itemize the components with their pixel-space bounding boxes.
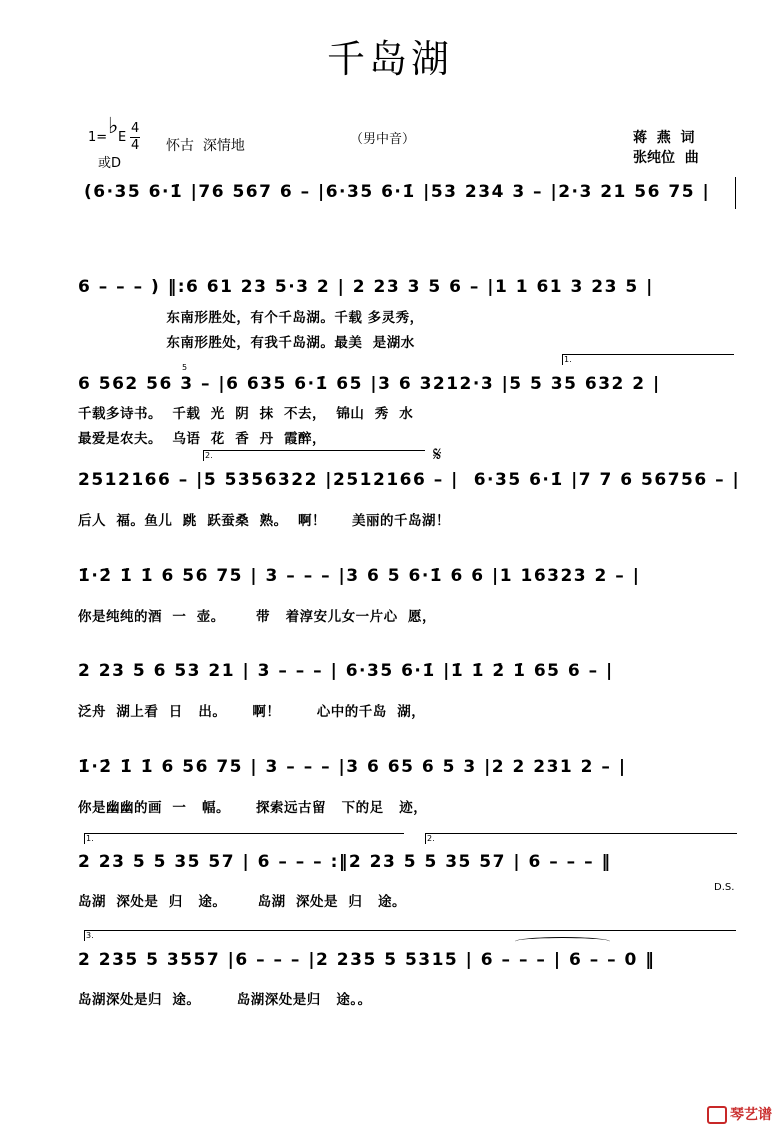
score-row-1: (6·35 6·1̇ |76 567 6 – |6·35 6·1̇ |53 234 3 – |2·3 21 56 75 | xyxy=(84,182,711,202)
lyric-row-2-verse-1: 东南形胜处，有个千岛湖。千载 多灵秀， xyxy=(78,310,424,326)
time-signature-top: 4 xyxy=(131,121,140,136)
key-note: E xyxy=(118,130,127,145)
score-row-9: 2 235 5 3557 |6 – – – |2 235 5 5315 | 6 – – – | 6 – – 0 ‖ xyxy=(78,950,656,970)
page-title: 千岛湖 xyxy=(326,37,453,81)
segno-sign: 𝄋 xyxy=(433,442,442,466)
volta-2-ending: 2. xyxy=(425,833,737,844)
da-segno-mark: D.S. xyxy=(714,882,735,893)
volta-3-bracket: 3. xyxy=(84,930,736,941)
score-row-2: 6 – – – ) ‖:6 61 23 5·3 2 | 2 23 3 5 6 – |1 1 61 3 23 5 | xyxy=(78,277,654,297)
lyricist-credit: 蒋 燕 词 xyxy=(633,130,695,146)
key-alternative: 或D xyxy=(98,156,122,171)
score-row-7: 1̇·2̇ 1̇ 1̇ 6 56 75 | 3 – – – |3 6 65 6 5 3 |2 2 231 2 – | xyxy=(78,757,627,777)
logo-icon xyxy=(707,1106,727,1124)
phrase-slur xyxy=(515,937,610,946)
lyric-row-3-verse-1: 千载多诗书。 千载 光 阴 抹 不去， 锦山 秀 水 xyxy=(78,406,414,422)
lyric-row-4: 后人 福。鱼儿 跳 跃蚕桑 熟。 啊！ 美丽的千岛湖！ xyxy=(78,513,450,529)
lyric-row-3-verse-2: 最爱是农夫。 乌语 花 香 丹 霞醉， xyxy=(78,431,326,447)
time-signature-bottom: 4 xyxy=(131,138,140,153)
row-end-barline xyxy=(735,177,736,209)
voice-type: （男中音） xyxy=(350,132,416,147)
score-row-8: 2 23 5 5 35 57 | 6 – – – :‖2 23 5 5 35 57 | 6 – – – ‖ xyxy=(78,852,612,872)
lyric-row-8: 岛湖 深处是 归 途。 岛湖 深处是 归 途。 xyxy=(78,894,406,910)
key-prefix: 1= xyxy=(88,130,108,145)
volta-1-bracket: 1. xyxy=(562,354,734,365)
score-row-4: 2512166 – |5 5356322 |2512166 – | 6·35 6·1̇ |7 7 6 56756 – | xyxy=(78,470,741,490)
flat-sign: ♭ xyxy=(108,114,119,139)
score-row-6: 2 23 5 6 53 21 | 3 – – – | 6·35 6·1̇ |1̇ 1̇ 2̇ 1̇ 65 6 – | xyxy=(78,661,614,681)
score-row-5: 1̇·2̇ 1̇ 1̇ 6 56 75 | 3 – – – |3 6 5 6·1̇ 6 6 |1 16323 2 – | xyxy=(78,566,641,586)
expression-mark: 怀古 深情地 xyxy=(166,138,245,154)
lyric-row-7: 你是幽幽的画 一 幅。 探索远古留 下的足 迹， xyxy=(78,800,428,816)
score-row-3: 6 562 56 3 – |6 635 6·1̇ 65 |3 6 3212·3 |5 5 35 632 2 | xyxy=(78,374,661,394)
volta-2-bracket: 2. xyxy=(203,450,425,461)
small-grace-5: 5 xyxy=(182,363,188,372)
lyric-row-5: 你是纯纯的酒 一 壶。 带 着淳安儿女一片心 愿， xyxy=(78,609,436,625)
lyric-row-6: 泛舟 湖上看 日 出。 啊！ 心中的千岛 湖， xyxy=(78,704,426,720)
lyric-row-2-verse-2: 东南形胜处，有我千岛湖。最美 是湖水 xyxy=(78,335,415,351)
volta-1-ending: 1. xyxy=(84,833,404,844)
composer-credit: 张纯位 曲 xyxy=(633,150,699,166)
lyric-row-9: 岛湖深处是归 途。 岛湖深处是归 途。。 xyxy=(78,992,372,1008)
logo-text: 琴艺谱 xyxy=(730,1107,772,1123)
